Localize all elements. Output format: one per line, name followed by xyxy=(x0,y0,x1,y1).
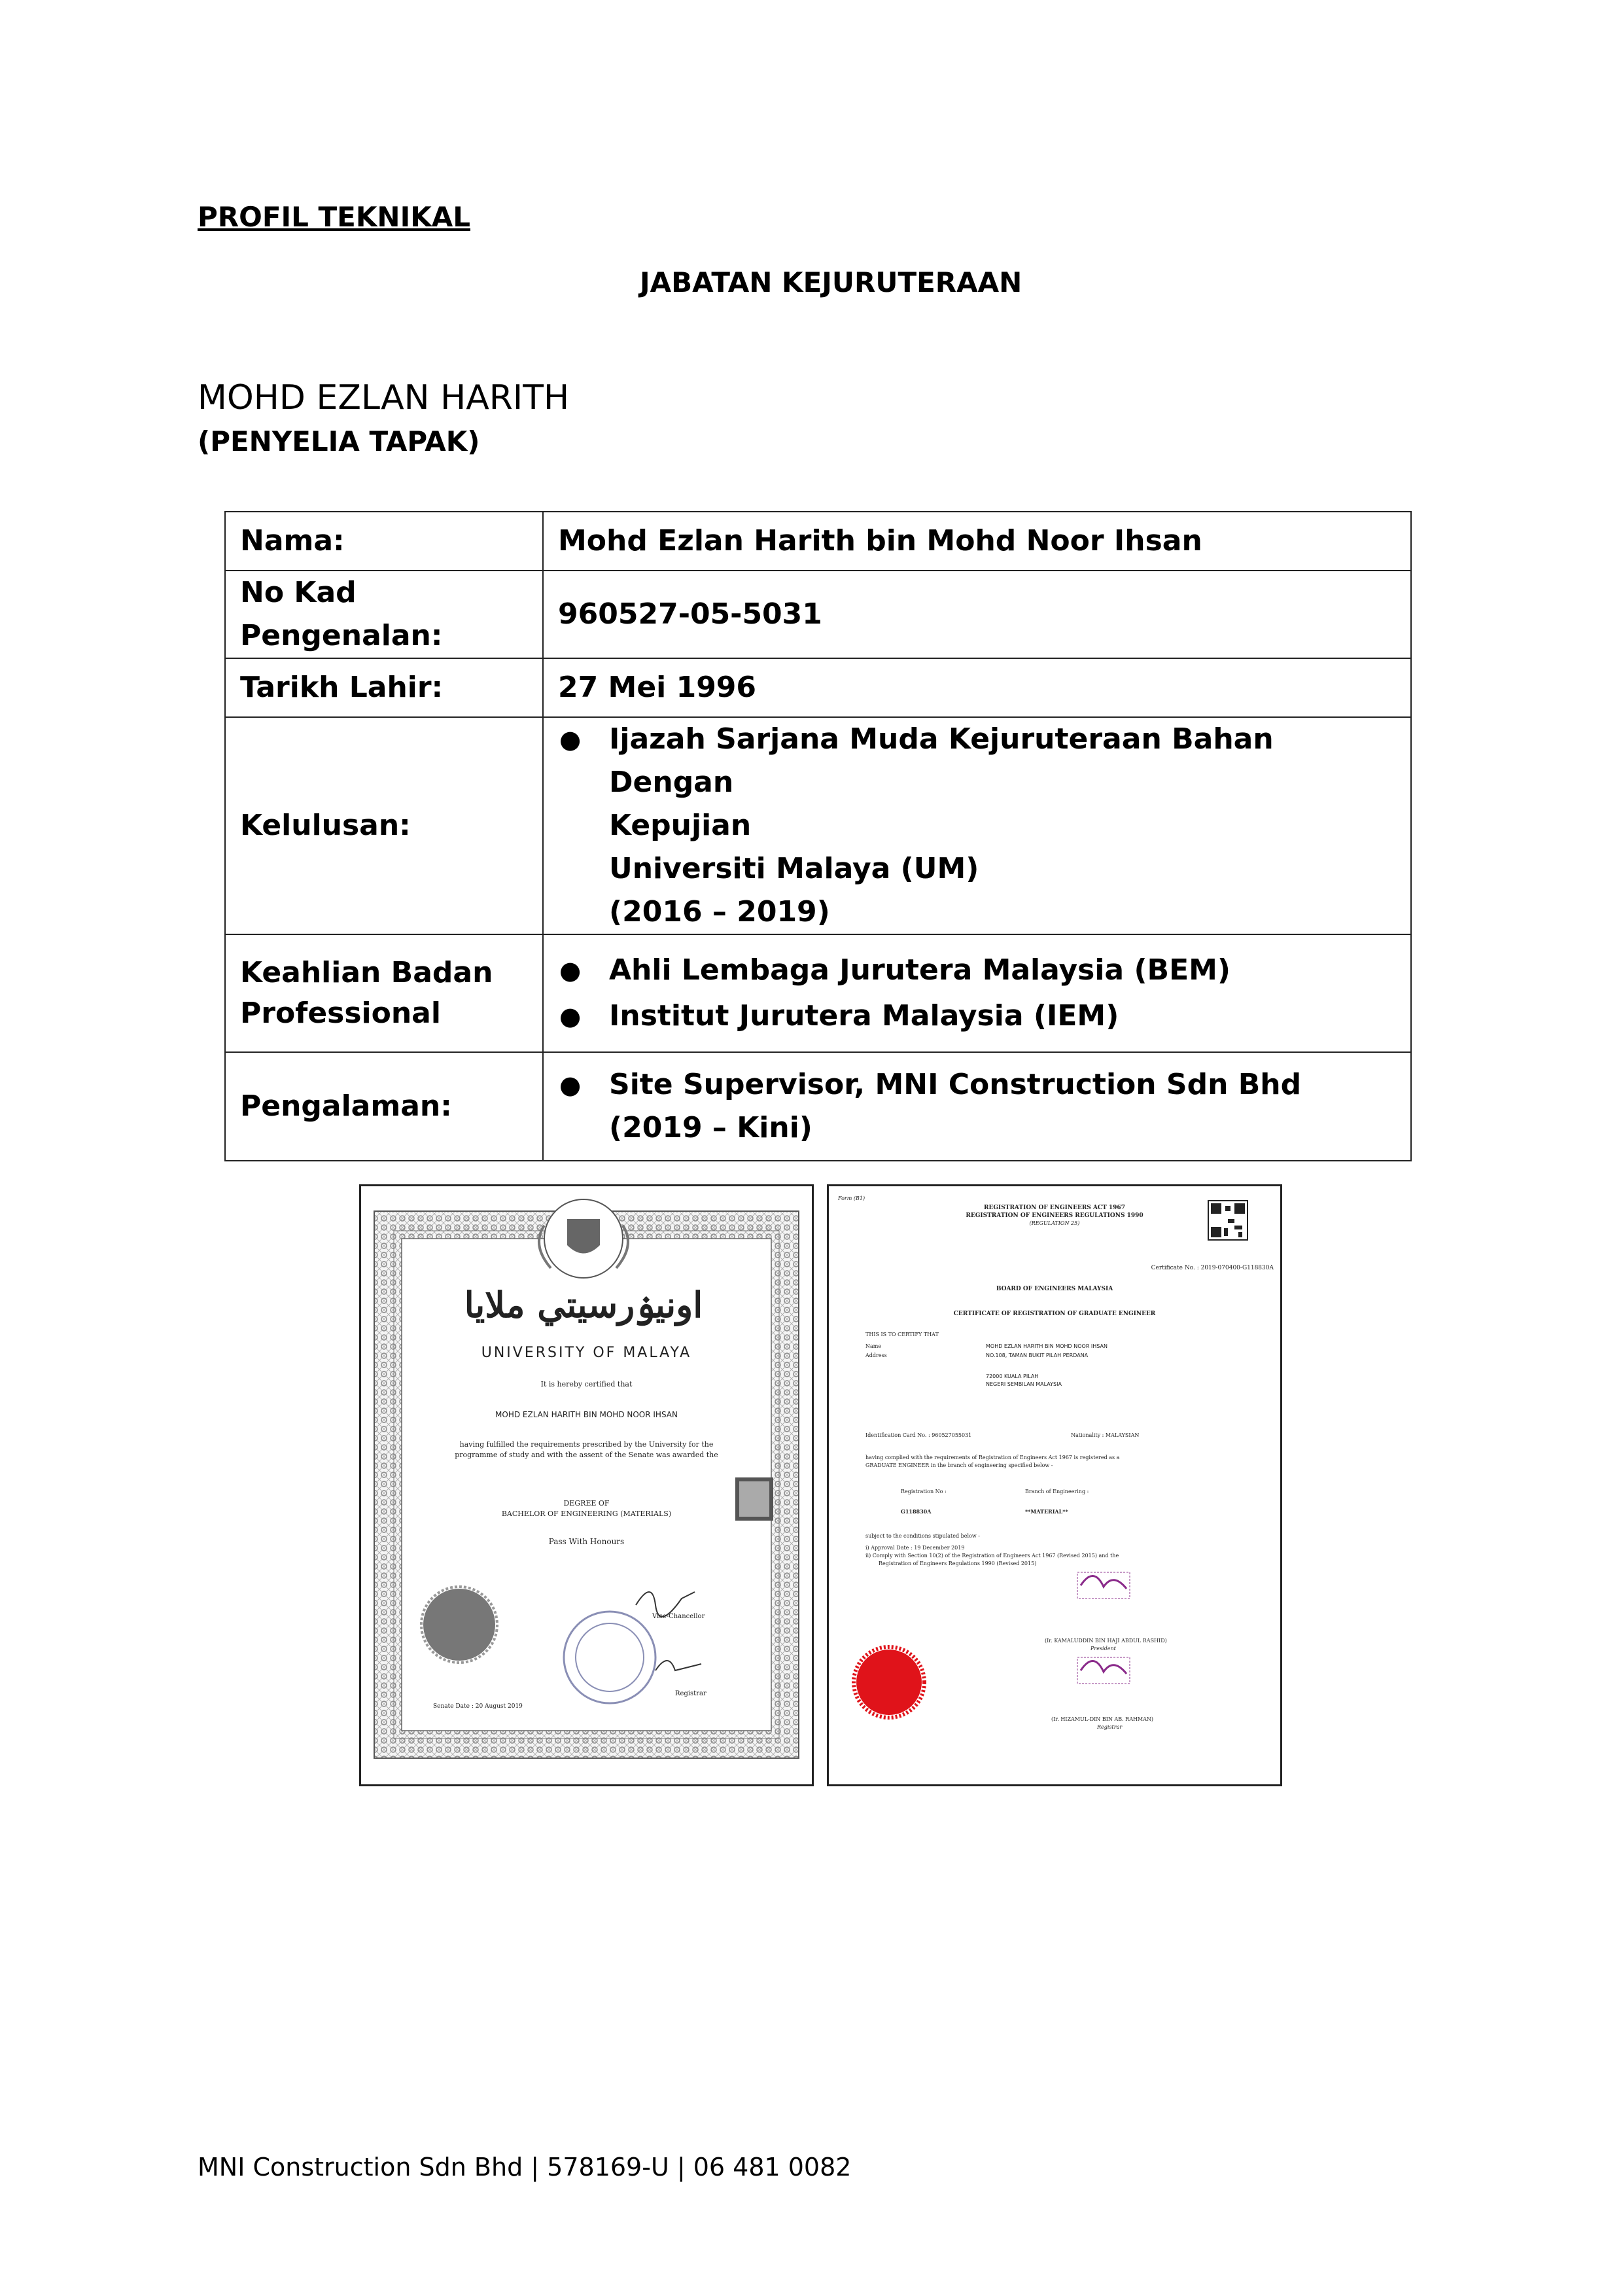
page-footer: MNI Construction Sdn Bhd | 578169-U | 06 481 0082 xyxy=(198,2153,852,2181)
svg-text:اونيۏرسيتي ملايا: اونيۏرسيتي ملايا xyxy=(464,1284,703,1326)
certificate-graphic xyxy=(829,1186,1280,1784)
degree-certificate-image xyxy=(359,1184,814,1786)
bem-regulation: (REGULATION 25) xyxy=(1029,1220,1080,1226)
bem-id: Identification Card No. : 960527055031 xyxy=(865,1432,972,1438)
name-label: Nama: xyxy=(225,512,543,571)
list-item xyxy=(558,1063,1396,1150)
experience-label: Pengalaman: xyxy=(225,1052,543,1161)
dob-label: Tarikh Lahir: xyxy=(225,658,543,717)
bem-branch-value: **MATERIAL** xyxy=(1025,1508,1068,1515)
person-role: (PENYELIA TAPAK) xyxy=(198,425,480,457)
list-item: ● Institut Jurutera Malaysia (IEM) xyxy=(558,993,1396,1039)
cert-graduate: MOHD EZLAN HARITH BIN MOHD NOOR IHSAN xyxy=(495,1410,678,1419)
qualification-line: Kepujian xyxy=(609,809,752,842)
membership-label-line: Keahlian Badan xyxy=(240,956,493,989)
membership-list xyxy=(558,947,1396,1039)
profile-table xyxy=(224,511,1412,1161)
bem-president: (Ir. KAMALUDDIN BIN HAJI ABDUL RASHID) xyxy=(1045,1638,1167,1644)
section-title: PROFIL TEKNIKAL xyxy=(198,201,471,233)
list-item: ● Ahli Lembaga Jurutera Malaysia (BEM) xyxy=(558,947,1396,993)
qualification-line: ● Ijazah Sarjana Muda Kejuruteraan Bahan Dengan xyxy=(609,722,1274,799)
bem-form: Form (B1) xyxy=(838,1195,865,1201)
bem-reg-label: Registration No : xyxy=(901,1489,947,1494)
cert-degree: DEGREE OF xyxy=(563,1499,610,1508)
membership-value xyxy=(543,934,1411,1052)
qualification-line: (2016 – 2019) xyxy=(609,895,830,928)
experience-list xyxy=(558,1063,1396,1150)
bem-address: 72000 KUALA PILAH xyxy=(986,1373,1039,1379)
bem-name: MOHD EZLAN HARITH BIN MOHD NOOR IHSAN xyxy=(986,1343,1108,1349)
table-row xyxy=(225,717,1411,934)
bem-reg-value: G118830A xyxy=(901,1508,932,1515)
table-row xyxy=(225,512,1411,571)
bem-branch-label: Branch of Engineering : xyxy=(1025,1489,1089,1494)
bem-complied: GRADUATE ENGINEER in the branch of engineering specified below - xyxy=(865,1462,1053,1468)
dob-value: 27 Mei 1996 xyxy=(543,658,1411,717)
bem-certify: THIS IS TO CERTIFY THAT xyxy=(865,1332,939,1337)
cert-degree: BACHELOR OF ENGINEERING (MATERIALS) xyxy=(501,1510,672,1518)
name-value: Mohd Ezlan Harith bin Mohd Noor Ihsan xyxy=(543,512,1411,571)
bem-nationality: Nationality : MALAYSIAN xyxy=(1071,1432,1140,1438)
bem-condition: i) Approval Date : 19 December 2019 xyxy=(865,1545,965,1551)
bem-title: CERTIFICATE OF REGISTRATION OF GRADUATE ENGINEER xyxy=(953,1311,1156,1317)
bem-cert-no: Certificate No. : 2019-070400-G118830A xyxy=(1151,1265,1274,1271)
table-row xyxy=(225,934,1411,1052)
qualification-line: Universiti Malaya (UM) xyxy=(609,852,979,885)
bem-name-label: Name xyxy=(865,1343,882,1349)
list-item xyxy=(558,718,1396,934)
bem-condition: ii) Comply with Section 10(2) of the Registration of Engineers Act 1967 (Revised 2015) and the xyxy=(865,1553,1119,1559)
cert-text: programme of study and with the assent of the Senate was awarded the xyxy=(455,1451,718,1459)
experience-value xyxy=(543,1052,1411,1161)
certificate-border-graphic xyxy=(361,1186,812,1784)
table-row xyxy=(225,571,1411,658)
ic-value: 960527-05-5031 xyxy=(543,571,1411,658)
membership-label xyxy=(225,934,543,1052)
qualification-label: Kelulusan: xyxy=(225,717,543,934)
cert-text: having fulfilled the requirements prescribed by the University for the xyxy=(459,1440,714,1449)
bem-address: NEGERI SEMBILAN MALAYSIA xyxy=(986,1381,1062,1387)
qualification-value xyxy=(543,717,1411,934)
bem-subject: subject to the conditions stipulated below - xyxy=(865,1533,980,1539)
department-title: JABATAN KEJURUTERAAN xyxy=(640,266,1022,298)
membership-label-line: Professional xyxy=(240,997,441,1030)
cert-vc: Vice-Chancellor xyxy=(652,1613,705,1620)
cert-senate-date: Senate Date : 20 August 2019 xyxy=(433,1703,523,1710)
table-row xyxy=(225,1052,1411,1161)
experience-line: (2019 – Kini) xyxy=(609,1111,812,1144)
bem-regs: REGISTRATION OF ENGINEERS REGULATIONS 1990 xyxy=(966,1212,1143,1219)
ic-label: No Kad Pengenalan: xyxy=(225,571,543,658)
bem-condition: Registration of Engineers Regulations 1990 (Revised 2015) xyxy=(879,1561,1037,1566)
experience-line: ● Site Supervisor, MNI Construction Sdn Bhd xyxy=(609,1068,1302,1101)
bem-president-title: President xyxy=(1091,1646,1116,1651)
bem-registrar-title: Registrar xyxy=(1097,1724,1123,1730)
bem-board: BOARD OF ENGINEERS MALAYSIA xyxy=(996,1286,1113,1292)
bem-address: NO.108, TAMAN BUKIT PILAH PERDANA xyxy=(986,1352,1089,1358)
bem-address-label: Address xyxy=(865,1352,887,1358)
bem-registrar: (Ir. HIZAMUL-DIN BIN AB. RAHMAN) xyxy=(1051,1716,1154,1722)
person-name: MOHD EZLAN HARITH xyxy=(198,378,570,417)
registration-certificate-image xyxy=(827,1184,1282,1786)
bem-complied: having complied with the requirements of Registration of Engineers Act 1967 is registered as a xyxy=(865,1455,1120,1460)
cert-university: UNIVERSITY OF MALAYA xyxy=(481,1345,692,1361)
cert-registrar: Registrar xyxy=(675,1690,707,1697)
table-row xyxy=(225,658,1411,717)
cert-honours: Pass With Honours xyxy=(548,1537,625,1546)
bem-act: REGISTRATION OF ENGINEERS ACT 1967 xyxy=(984,1205,1125,1211)
cert-certify: It is hereby certified that xyxy=(540,1380,633,1388)
qualification-list xyxy=(558,718,1396,934)
